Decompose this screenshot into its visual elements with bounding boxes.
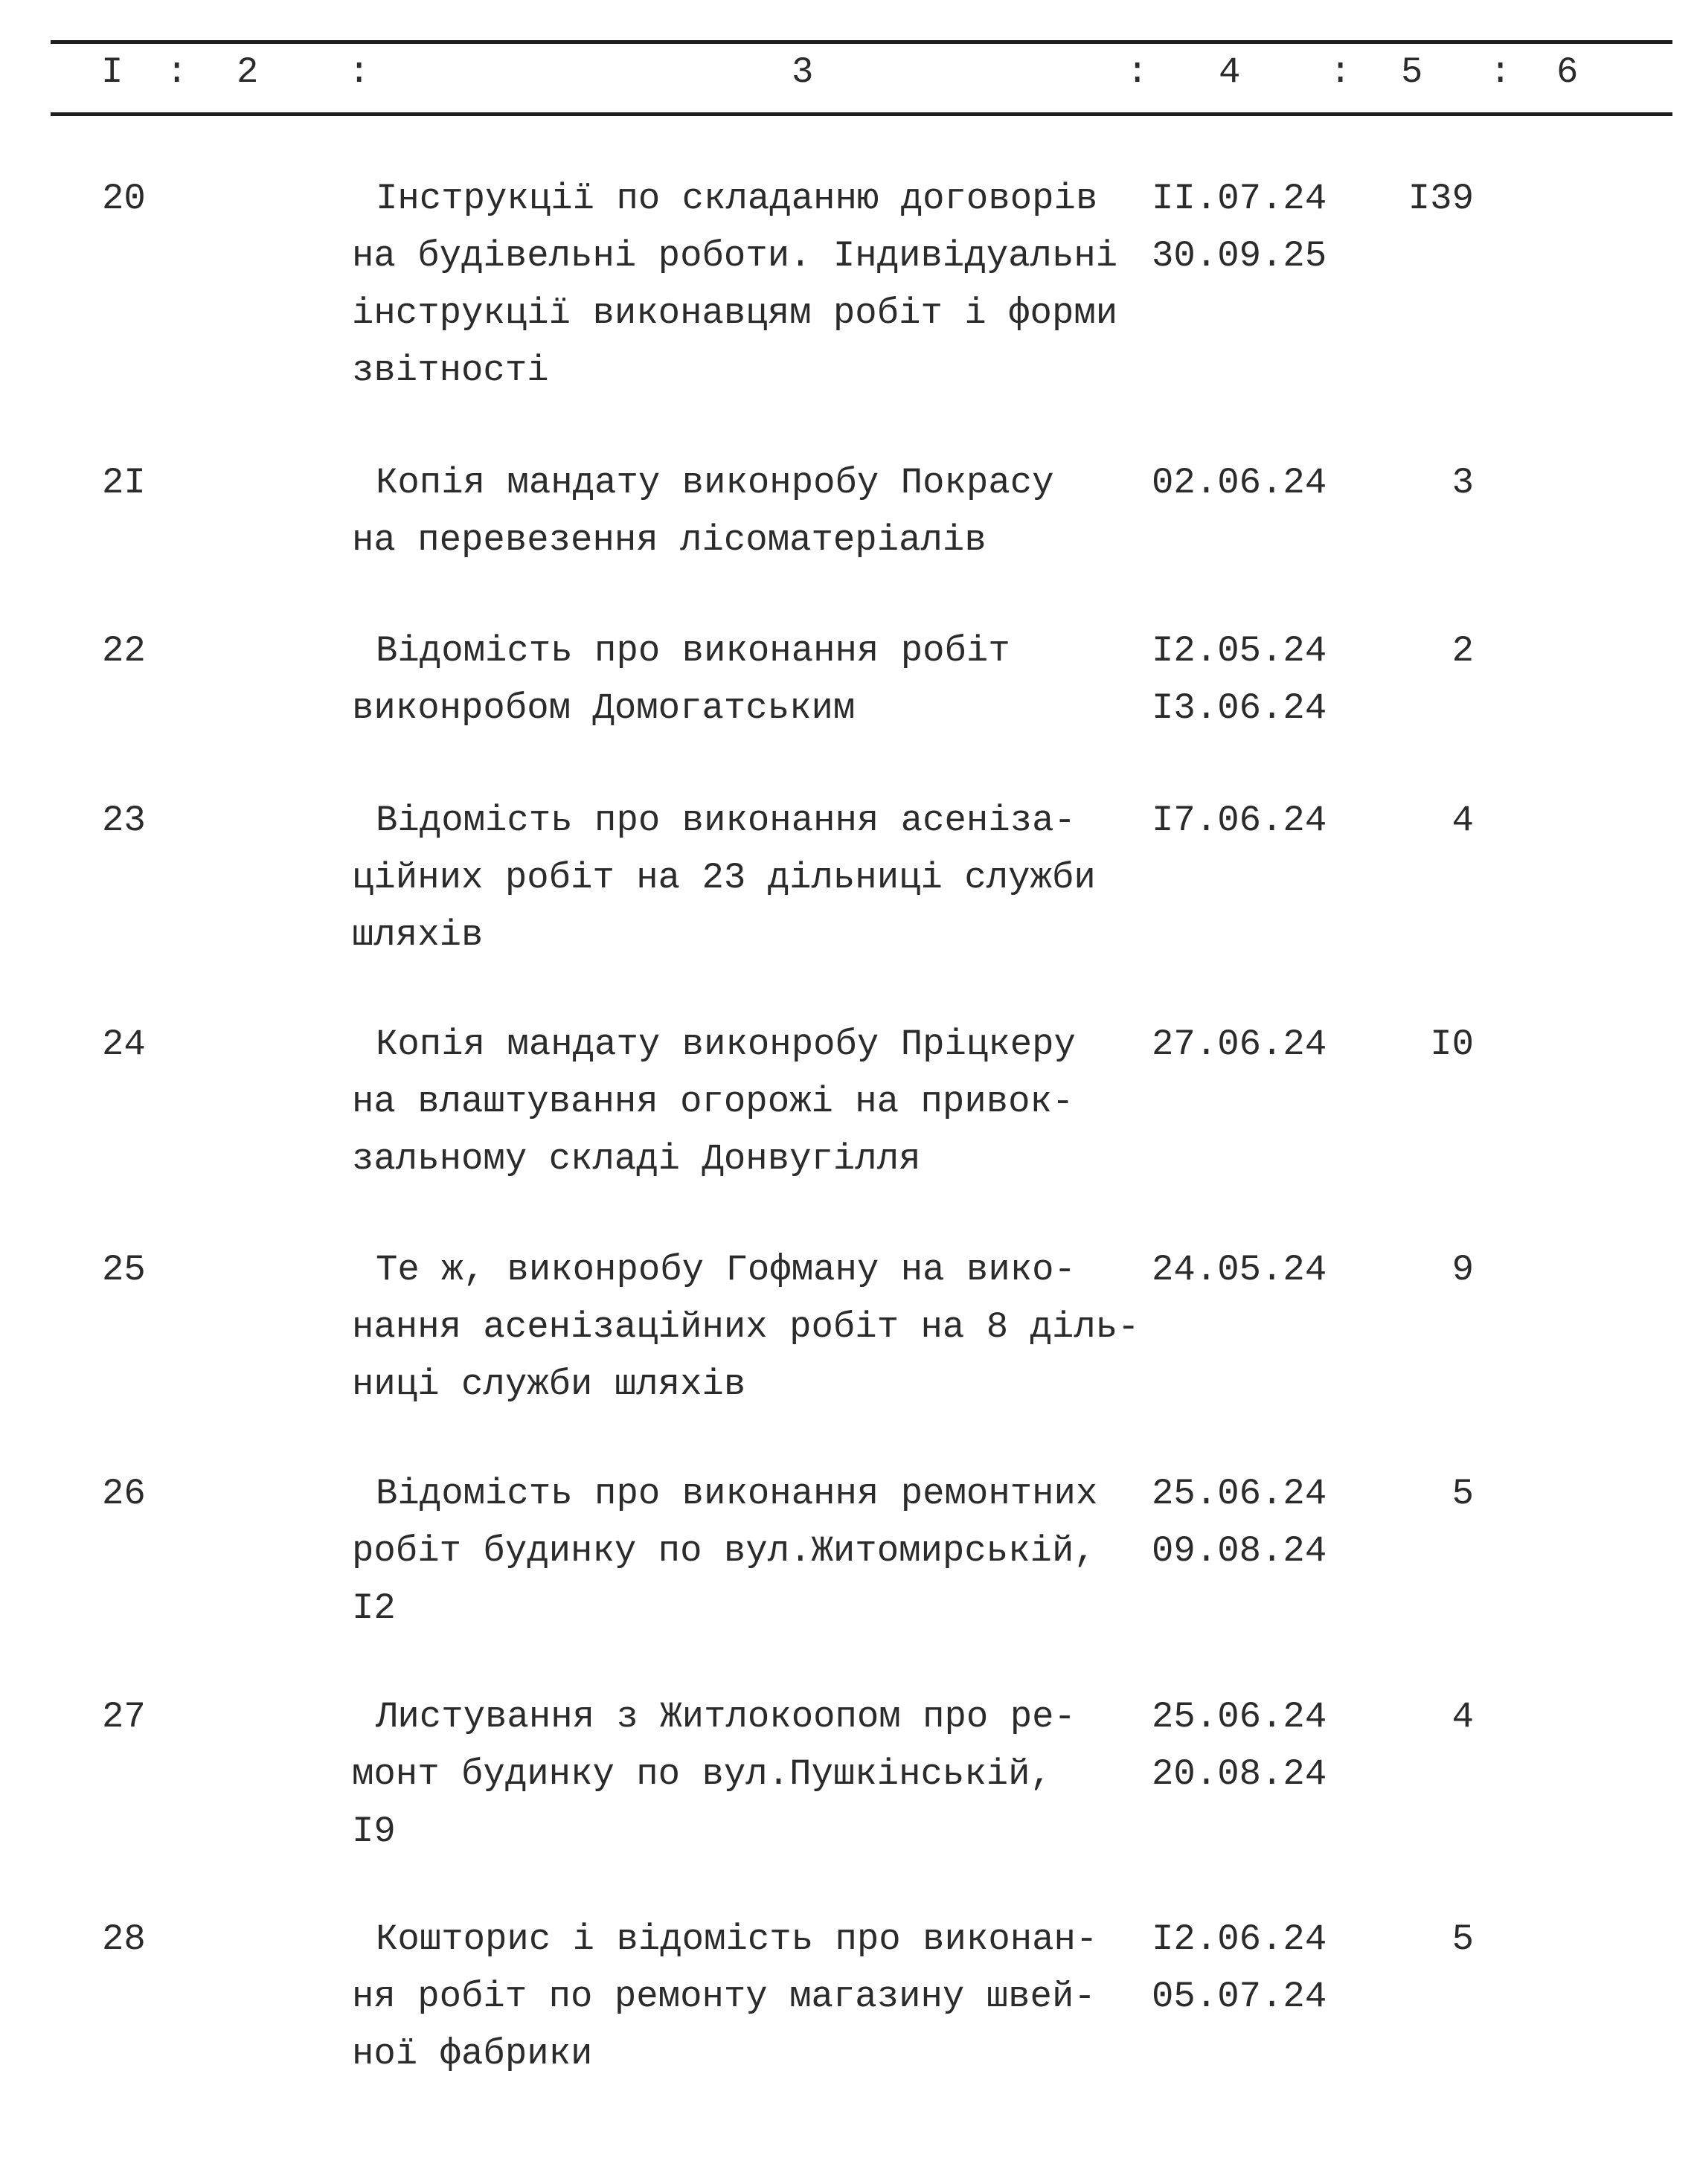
description-line: виконробом Домогатським <box>352 687 856 729</box>
item-description <box>352 455 1054 569</box>
item-number: 26 <box>102 1473 146 1515</box>
description-line: Листування з Житлокоопом про ре- <box>376 1696 1076 1738</box>
description-line: I9 <box>352 1811 396 1852</box>
item-number: 23 <box>102 800 146 841</box>
description-line: шляхів <box>352 914 484 956</box>
description-line: на будівельні роботи. Індивідуальні <box>352 235 1118 277</box>
column-separator: : <box>1329 51 1352 93</box>
item-number: 2I <box>102 462 146 504</box>
date: 30.09.25 <box>1152 235 1327 277</box>
description-line: Відомість про виконання асеніза- <box>376 800 1076 841</box>
description-line: Кошторис і відомість про виконан- <box>376 1918 1098 1960</box>
page-count: 9 <box>1451 1249 1474 1291</box>
description-line: Копія мандату виконробу Пріцкеру <box>376 1024 1076 1065</box>
description-line: звітності <box>352 350 549 391</box>
item-number: 27 <box>102 1696 146 1738</box>
column-separator: : <box>1489 51 1512 93</box>
column-header-6: 6 <box>1556 51 1579 93</box>
header-bottom-rule <box>51 112 1672 116</box>
description-line: інструкції виконавцям робіт і форми <box>352 292 1118 334</box>
column-header-5: 5 <box>1401 51 1423 93</box>
date: 25.06.24 <box>1152 1473 1327 1515</box>
description-line: на влаштування огорожі на привок- <box>352 1081 1074 1122</box>
description-line: Інструкції по складанню договорів <box>376 178 1098 219</box>
item-description <box>352 170 1117 399</box>
page-count: 2 <box>1451 630 1474 672</box>
description-line: ної фабрики <box>352 2033 593 2075</box>
page-count: 4 <box>1451 800 1474 841</box>
header-top-rule <box>51 40 1672 44</box>
date: I2.06.24 <box>1152 1918 1327 1960</box>
date: 25.06.24 <box>1152 1696 1327 1738</box>
date: I2.05.24 <box>1152 630 1327 672</box>
item-dates <box>1152 1689 1327 1803</box>
description-line: Відомість про виконання робіт <box>376 630 1010 672</box>
item-description <box>352 1242 1140 1413</box>
column-separator: : <box>348 51 370 93</box>
item-description <box>352 1911 1097 2083</box>
description-line: Те ж, виконробу Гофману на вико- <box>376 1249 1076 1291</box>
date: I7.06.24 <box>1152 800 1327 841</box>
description-line: нання асенізаційних робіт на 8 діль- <box>352 1306 1140 1348</box>
item-number: 22 <box>102 630 146 672</box>
item-description <box>352 1016 1076 1188</box>
item-description <box>352 1465 1097 1637</box>
item-dates <box>1152 1016 1327 1073</box>
item-dates <box>1152 1911 1327 2026</box>
description-line: I2 <box>352 1587 396 1629</box>
column-separator: : <box>166 51 188 93</box>
date: II.07.24 <box>1152 178 1327 219</box>
description-line: Відомість про виконання ремонтних <box>376 1473 1098 1515</box>
column-header-3: 3 <box>792 51 814 93</box>
description-line: ційних робіт на 23 дільниці служби <box>352 857 1096 899</box>
column-separator: : <box>1126 51 1149 93</box>
item-dates <box>1152 455 1327 512</box>
page-count: 5 <box>1451 1473 1474 1515</box>
date: 27.06.24 <box>1152 1024 1327 1065</box>
page-count: 5 <box>1451 1918 1474 1960</box>
item-dates <box>1152 1465 1327 1580</box>
item-number: 20 <box>102 178 146 219</box>
page-count: 3 <box>1451 462 1474 504</box>
date: 20.08.24 <box>1152 1753 1327 1795</box>
description-line: Копія мандату виконробу Покрасу <box>376 462 1054 504</box>
description-line: на перевезення лісоматеріалів <box>352 519 987 561</box>
item-description <box>352 1689 1076 1860</box>
description-line: ня робіт по ремонту магазину швей- <box>352 1976 1096 2017</box>
column-header-4: 4 <box>1219 51 1241 93</box>
item-dates <box>1152 623 1327 737</box>
description-line: робіт будинку по вул.Житомирській, <box>352 1530 1096 1572</box>
item-description <box>352 623 1010 737</box>
date: 02.06.24 <box>1152 462 1327 504</box>
page-count: I39 <box>1408 178 1474 219</box>
item-dates <box>1152 170 1327 285</box>
item-dates <box>1152 1242 1327 1299</box>
item-dates <box>1152 792 1327 849</box>
description-line: зальному складі Донвугілля <box>352 1138 921 1180</box>
description-line: ниці служби шляхів <box>352 1364 746 1405</box>
item-number: 28 <box>102 1918 146 1960</box>
date: 09.08.24 <box>1152 1530 1327 1572</box>
page-count: I0 <box>1430 1024 1474 1065</box>
column-header-2: 2 <box>237 51 259 93</box>
date: 24.05.24 <box>1152 1249 1327 1291</box>
date: I3.06.24 <box>1152 687 1327 729</box>
item-number: 25 <box>102 1249 146 1291</box>
item-description <box>352 792 1096 964</box>
item-number: 24 <box>102 1024 146 1065</box>
column-header-1: I <box>101 51 123 93</box>
date: 05.07.24 <box>1152 1976 1327 2017</box>
description-line: монт будинку по вул.Пушкінській, <box>352 1753 1052 1795</box>
page-count: 4 <box>1451 1696 1474 1738</box>
